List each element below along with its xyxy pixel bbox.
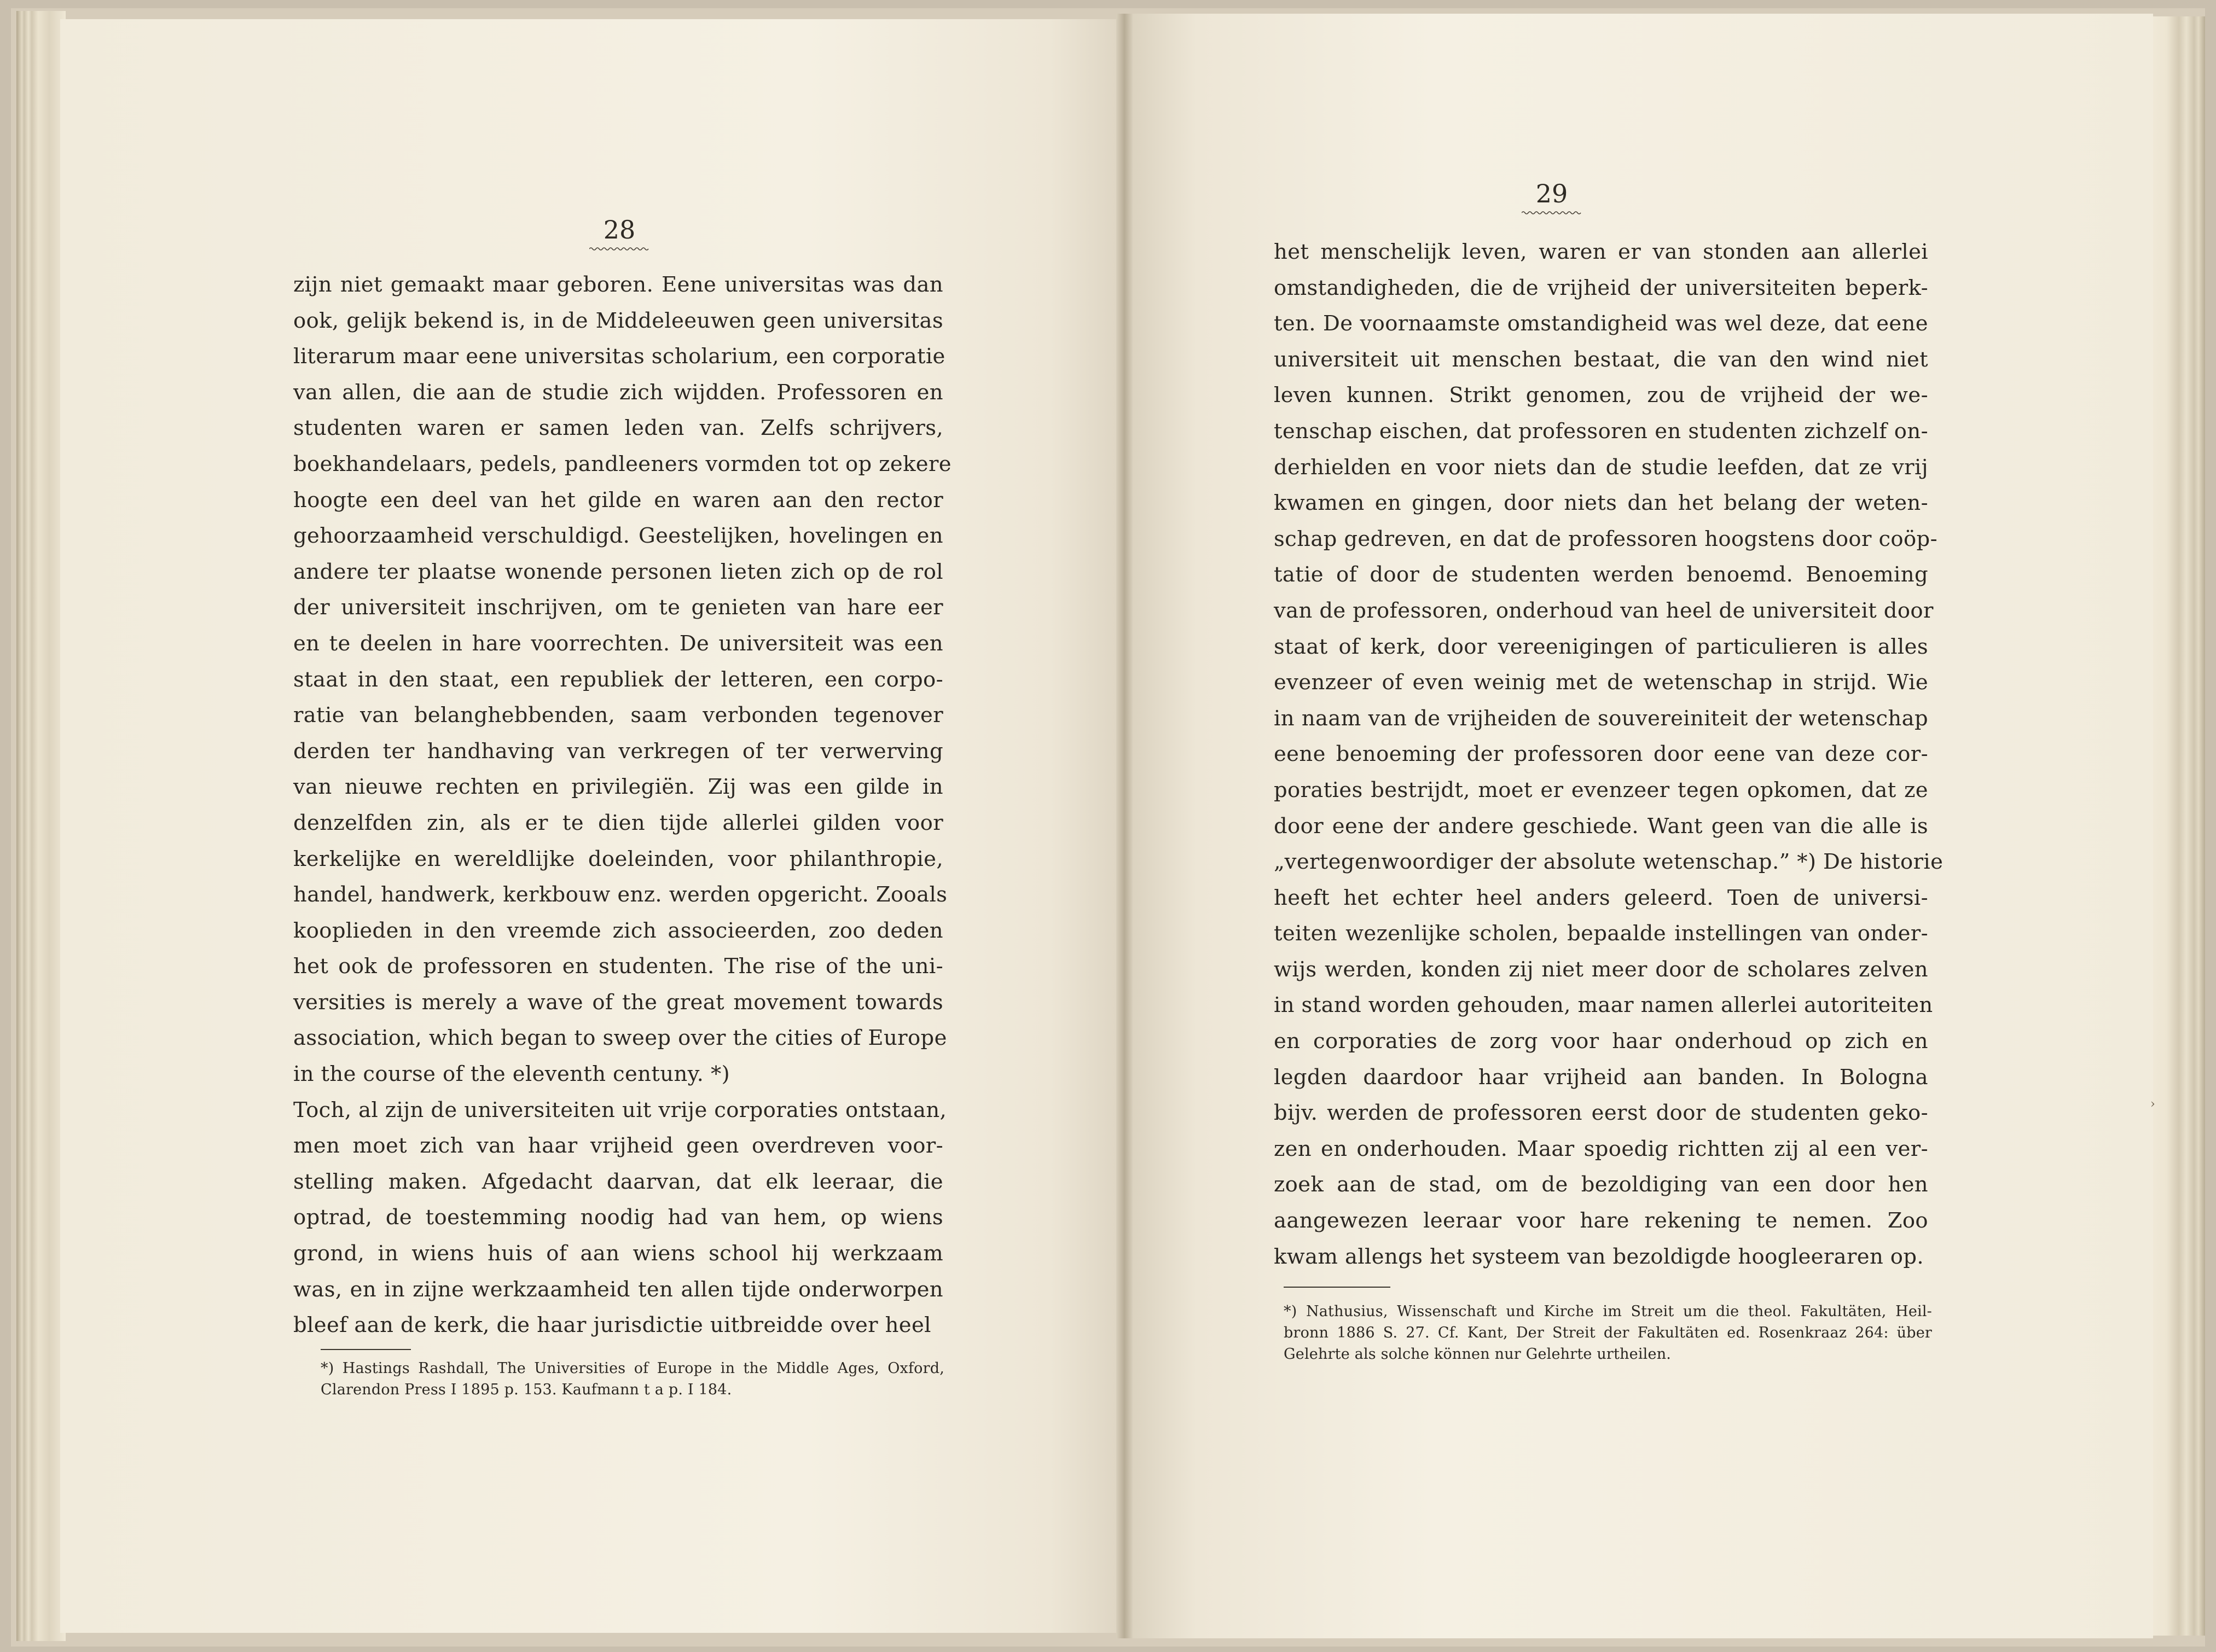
- body-text-line: handel, handwerk, kerkbouw enz. werden opgericht. Zooals: [293, 882, 948, 908]
- footnote-line: Clarendon Press I 1895 p. 153. Kaufmann t a p. I 184.: [321, 1381, 732, 1398]
- body-text-line: staat in den staat, een republiek der letteren, een corpo-: [293, 667, 943, 692]
- page-number-ornament-icon: [1522, 211, 1582, 215]
- right-footnote: [1284, 1301, 1932, 1365]
- body-text-line: van de professoren, onderhoud van heel de universiteit door: [1274, 598, 1934, 623]
- footnote-line: *) Hastings Rashdall, The Universities of Europe in the Middle Ages, Oxford,: [321, 1360, 944, 1377]
- body-text-line: omstandigheden, die de vrijheid der universiteiten beperk-: [1274, 275, 1928, 300]
- left-page-body: [293, 267, 952, 1343]
- body-text-line: kerkelijke en wereldlijke doeleinden, voor philanthropie,: [293, 846, 943, 871]
- left-page-number-text: 28: [603, 215, 636, 245]
- body-text-line: wijs werden, konden zij niet meer door de scholares zelven: [1274, 957, 1928, 982]
- left-footnote: [321, 1358, 944, 1400]
- margin-mark: ›: [2150, 1097, 2155, 1111]
- body-text-line: universiteit uit menschen bestaat, die van den wind niet: [1274, 347, 1928, 372]
- right-page-edges: [2145, 16, 2205, 1636]
- body-text-line: ratie van belanghebbenden, saam verbonden tegenover: [293, 703, 943, 728]
- body-text-line: derhielden en voor niets dan de studie leefden, dat ze vrij: [1274, 455, 1928, 480]
- body-text-line: en te deelen in hare voorrechten. De universiteit was een: [293, 631, 943, 656]
- body-text-line: denzelfden zin, als er te dien tijde allerlei gilden voor: [293, 810, 943, 835]
- body-text-line: versities is merely a wave of the great movement towards: [293, 990, 943, 1015]
- body-text-line: bijv. werden de professoren eerst door de studenten geko-: [1274, 1101, 1928, 1126]
- body-text-line: bleef aan de kerk, die haar jurisdictie uitbreidde over heel: [293, 1313, 931, 1338]
- body-text-line: was, en in zijne werkzaamheid ten allen tijde onderworpen: [293, 1277, 943, 1302]
- body-text-line: eene benoeming der professoren door eene van deze cor-: [1274, 742, 1928, 767]
- body-text-line: evenzeer of even weinig met de wetenschap in strijd. Wie: [1274, 670, 1928, 695]
- right-page-body: [1274, 234, 1944, 1275]
- footnote-line: Gelehrte als solche können nur Gelehrte urtheilen.: [1284, 1346, 1672, 1363]
- page-number-ornament-icon: [589, 247, 649, 251]
- left-page-number: [587, 215, 652, 251]
- body-text-line: teiten wezenlijke scholen, bepaalde instellingen van onder-: [1274, 921, 1928, 946]
- body-text-line: van allen, die aan de studie zich wijdden. Professoren en: [293, 380, 943, 405]
- body-text-line: ook, gelijk bekend is, in de Middeleeuwen geen universitas: [293, 308, 943, 333]
- body-text-line: het menschelijk leven, waren er van stonden aan allerlei: [1274, 240, 1928, 264]
- body-text-line: schap gedreven, en dat de professoren hoogstens door coöp-: [1274, 526, 1938, 551]
- body-text-line: zijn niet gemaakt maar geboren. Eene universitas was dan: [293, 272, 943, 297]
- body-text-line: tenschap eischen, dat professoren en studenten zichzelf on-: [1274, 418, 1928, 444]
- body-text-line: en corporaties de zorg voor haar onderhoud op zich en: [1274, 1029, 1928, 1054]
- body-text-line: boekhandelaars, pedels, pandleeners vormden tot op zekere: [293, 451, 952, 476]
- body-text-line: het ook de professoren en studenten. The rise of the uni-: [293, 954, 943, 979]
- body-text-line: optrad, de toestemming noodig had van hem, op wiens: [293, 1205, 943, 1230]
- right-footnote-rule: [1284, 1287, 1390, 1288]
- body-text-line: poraties bestrijdt, moet er evenzeer tegen opkomen, dat ze: [1274, 777, 1928, 802]
- body-text-line: zen en onderhouden. Maar spoedig richtten zij al een ver-: [1274, 1136, 1928, 1161]
- body-text-line: hoogte een deel van het gilde en waren aan den rector: [293, 487, 943, 513]
- body-text-line: ten. De voornaamste omstandigheid was wel deze, dat eene: [1274, 311, 1928, 336]
- left-footnote-rule: [321, 1349, 411, 1350]
- body-text-line: kwam allengs het systeem van bezoldigde hoogleeraren op.: [1274, 1244, 1924, 1269]
- body-text-line: van nieuwe rechten en privilegiën. Zij was een gilde in: [293, 775, 943, 800]
- footnote-line: bronn 1886 S. 27. Cf. Kant, Der Streit der Fakultäten ed. Rosenkraaz 264: über: [1284, 1324, 1932, 1341]
- body-text-line: kwamen en gingen, door niets dan het belang der weten-: [1274, 491, 1928, 516]
- left-page-edges: [16, 11, 66, 1641]
- body-text-line: „vertegenwoordiger der absolute wetenschap.” *) De historie: [1274, 850, 1944, 875]
- body-text-line: association, which began to sweep over the cities of Europe: [293, 1026, 947, 1051]
- body-text-line: aangewezen leeraar voor hare rekening te nemen. Zoo: [1274, 1208, 1928, 1234]
- body-text-line: heeft het echter heel anders geleerd. Toen de universi-: [1274, 885, 1928, 910]
- body-text-line: tatie of door de studenten werden benoemd. Benoeming: [1274, 562, 1928, 587]
- body-text-line: in the course of the eleventh centuny. *): [293, 1062, 730, 1087]
- body-text-line: gehoorzaamheid verschuldigd. Geestelijken, hovelingen en: [293, 523, 943, 549]
- body-text-line: leven kunnen. Strikt genomen, zou de vrijheid der we-: [1274, 383, 1928, 408]
- body-text-line: staat of kerk, door vereenigingen of particulieren is alles: [1274, 634, 1928, 659]
- body-text-line: andere ter plaatse wonende personen lieten zich op de rol: [293, 559, 943, 584]
- body-text-line: grond, in wiens huis of aan wiens school hij werkzaam: [293, 1241, 943, 1266]
- body-text-line: der universiteit inschrijven, om te genieten van hare eer: [293, 595, 943, 620]
- footnote-line: *) Nathusius, Wissenschaft und Kirche im Streit um die theol. Fakultäten, Heil-: [1284, 1303, 1932, 1320]
- body-text-line: in stand worden gehouden, maar namen allerlei autoriteiten: [1274, 993, 1933, 1018]
- body-text-line: studenten waren er samen leden van. Zelfs schrijvers,: [293, 416, 943, 441]
- body-text-line: Toch, al zijn de universiteiten uit vrije corporaties ontstaan,: [293, 1097, 947, 1122]
- body-text-line: literarum maar eene universitas scholarium, een corporatie: [293, 344, 945, 369]
- body-text-line: derden ter handhaving van verkregen of ter verwerving: [293, 738, 943, 764]
- body-text-line: in naam van de vrijheiden de souvereiniteit der wetenschap: [1274, 706, 1928, 731]
- body-text-line: zoek aan de stad, om de bezoldiging van een door hen: [1274, 1172, 1928, 1197]
- body-text-line: door eene der andere geschiede. Want geen van die alle is: [1274, 813, 1928, 839]
- body-text-line: stelling maken. Afgedacht daarvan, dat elk leeraar, die: [293, 1169, 943, 1194]
- body-text-line: legden daardoor haar vrijheid aan banden. In Bologna: [1274, 1065, 1928, 1090]
- body-text-line: men moet zich van haar vrijheid geen overdreven voor-: [293, 1133, 943, 1159]
- right-page-number: [1519, 179, 1585, 215]
- body-text-line: kooplieden in den vreemde zich associeerden, zoo deden: [293, 918, 943, 943]
- book-gutter: [1116, 14, 1133, 1638]
- right-page-number-text: 29: [1535, 179, 1568, 208]
